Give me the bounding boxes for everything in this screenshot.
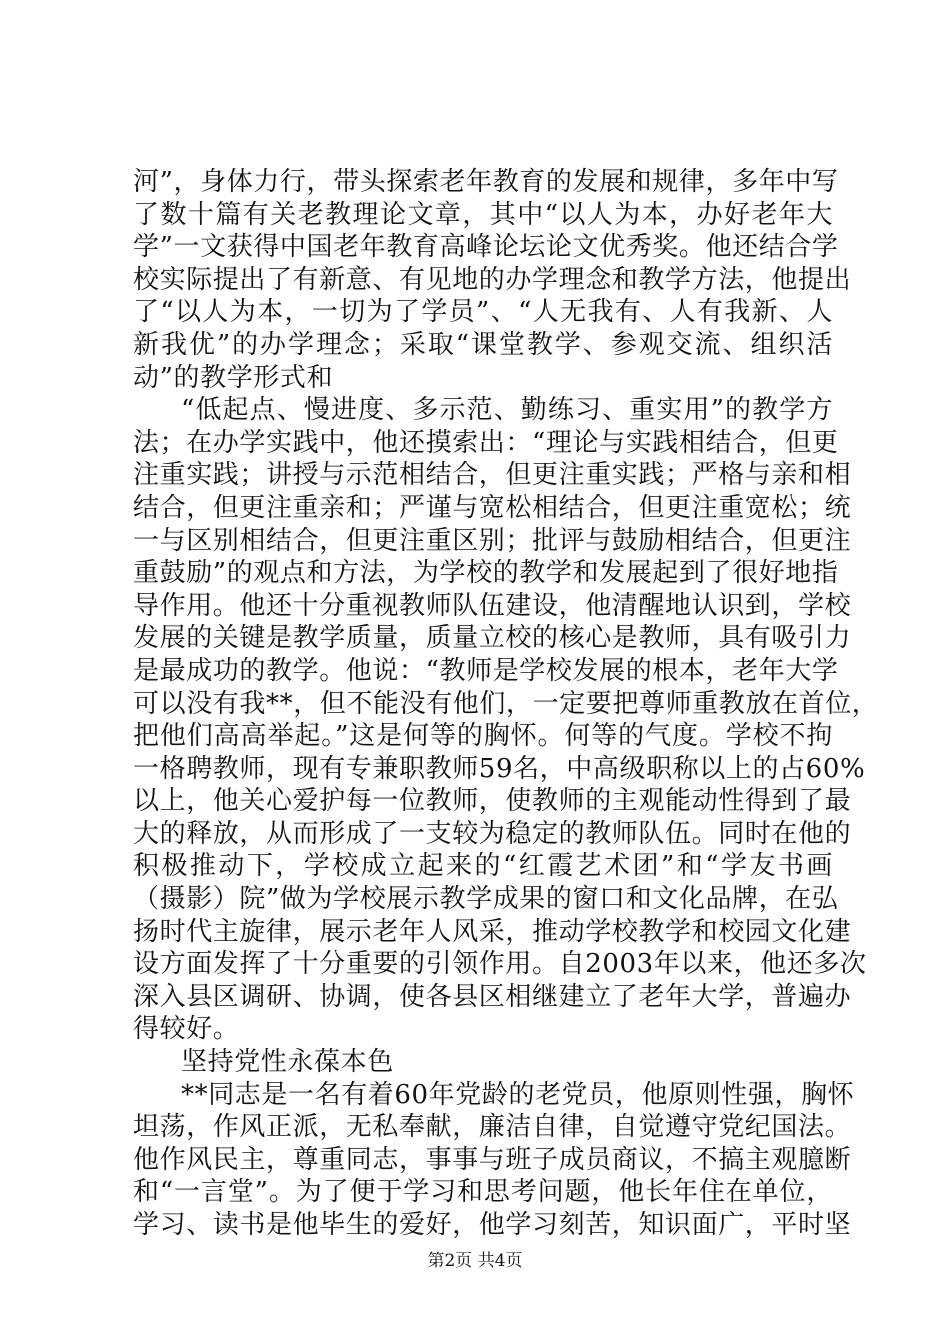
text-line: 校实际提出了有新意、有见地的办学理念和教学方法，他提出 <box>133 264 852 295</box>
text-line: 导作用。他还十分重视教师队伍建设，他清醒地认识到，学校 <box>133 590 852 621</box>
text-line: 学”一文获得中国老年教育高峰论坛论文优秀奖。他还结合学 <box>133 232 839 263</box>
text-line: 一格聘教师，现有专兼职教师59名，中高级职称以上的占60% <box>133 753 866 784</box>
text-line: 坦荡，作风正派，无私奉献，廉洁自律，自觉遵守党纪国法。 <box>133 1112 852 1143</box>
page-footer: 第2页 共4页 <box>427 1251 523 1271</box>
text-line: 设方面发挥了十分重要的引领作用。自2003年以来，他还多次 <box>133 949 867 980</box>
text-line: 河”，身体力行，带头探索老年教育的发展和规律，多年中写 <box>133 167 839 197</box>
text-line: 重鼓励”的观点和方法，为学校的教学和发展起到了很好地指 <box>133 558 839 589</box>
text-line: 和“一言堂”。为了便于学习和思考问题，他长年住在单位， <box>133 1177 833 1208</box>
text-line: 法；在办学实践中，他还摸索出：“理论与实践相结合，但更 <box>133 427 839 458</box>
body-text <box>133 166 879 1242</box>
text-line: （摄影）院”做为学校展示教学成果的窗口和文化品牌，在弘 <box>133 884 839 915</box>
text-line: 动”的教学形式和 <box>133 362 334 393</box>
text-line: 积极推动下，学校成立起来的“红霞艺术团”和“学友书画 <box>133 851 833 882</box>
text-line: **同志是一名有着60年党龄的老党员，他原则性强，胸怀 <box>181 1079 855 1110</box>
text-line: 得较好。 <box>133 1014 240 1045</box>
text-line: 新我优”的办学理念；采取“课堂教学、参观交流、组织活 <box>133 329 833 360</box>
text-line: 坚持党性永葆本色 <box>181 1047 394 1078</box>
text-line: 结合，但更注重亲和；严谨与宽松相结合，但更注重宽松；统 <box>133 492 852 523</box>
text-line: 了“以人为本，一切为了学员”、“人无我有、人有我新、人 <box>133 297 833 328</box>
text-line: 是最成功的教学。他说：“教师是学校发展的根本，老年大学 <box>133 655 839 686</box>
text-line: “低起点、慢进度、多示范、勤练习、重实用”的教学方 <box>181 395 833 426</box>
text-line: 注重实践；讲授与示范相结合，但更注重实践；严格与亲和相 <box>133 460 852 491</box>
text-line: 把他们高高举起。”这是何等的胸怀。何等的气度。学校不拘 <box>133 721 833 752</box>
text-line: 发展的关键是教学质量，质量立校的核心是教师，具有吸引力 <box>133 623 852 654</box>
text-line: 他作风民主，尊重同志，事事与班子成员商议，不搞主观臆断 <box>133 1144 852 1175</box>
text-line: 以上，他关心爱护每一位教师，使教师的主观能动性得到了最 <box>133 786 852 817</box>
text-line: 深入县区调研、协调，使各县区相继建立了老年大学，普遍办 <box>133 981 852 1012</box>
text-line: 大的释放，从而形成了一支较为稳定的教师队伍。同时在他的 <box>133 818 852 849</box>
text-line: 扬时代主旋律，展示老年人风采，推动学校教学和校园文化建 <box>133 916 852 947</box>
text-line: 了数十篇有关老教理论文章，其中“以人为本，办好老年大 <box>133 199 833 230</box>
text-line: 学习、读书是他毕生的爱好，他学习刻苦，知识面广，平时坚 <box>133 1210 852 1240</box>
text-line: 一与区别相结合，但更注重区别；批评与鼓励相结合，但更注 <box>133 525 852 556</box>
text-line: 可以没有我**，但不能没有他们，一定要把尊师重教放在首位， <box>133 688 879 719</box>
